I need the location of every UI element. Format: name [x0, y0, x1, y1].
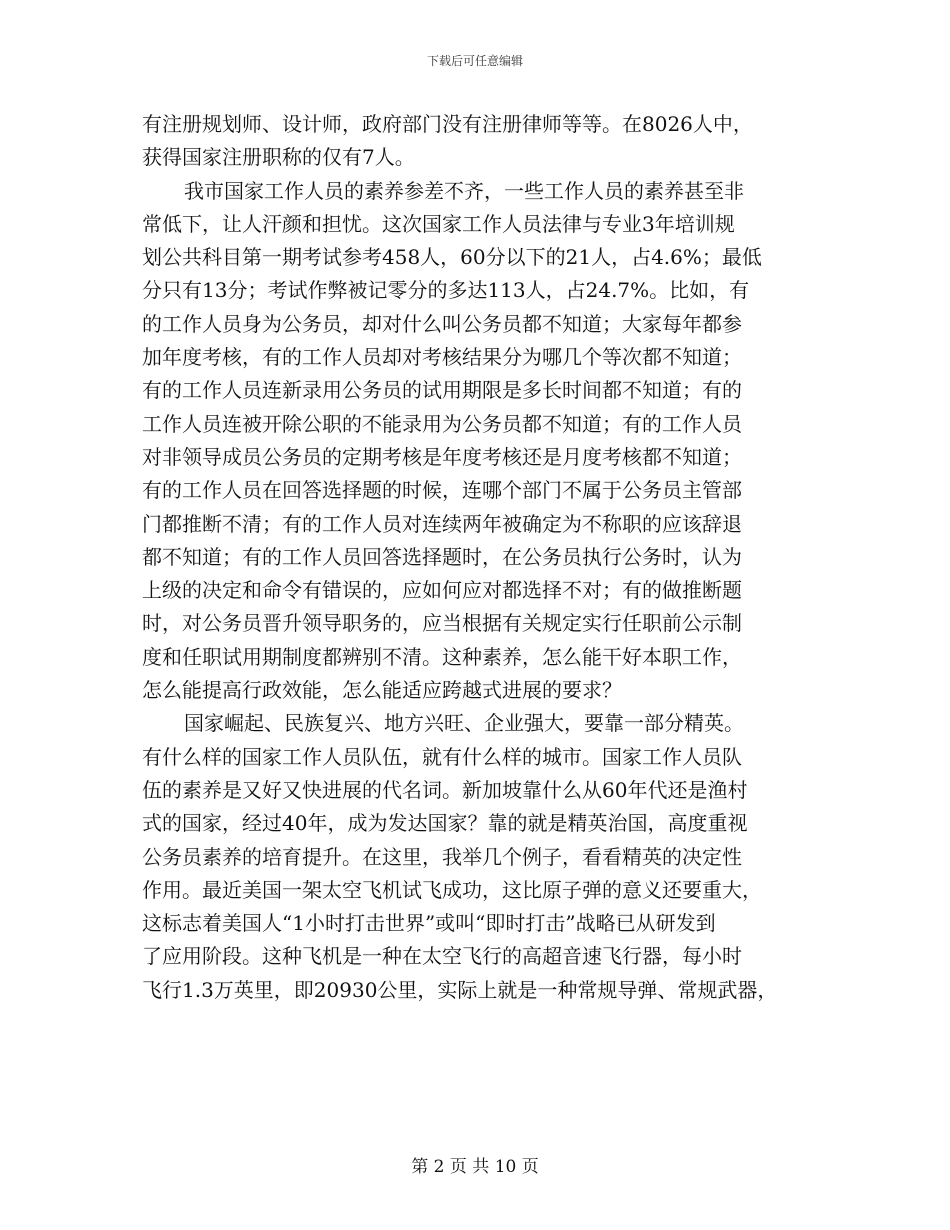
text-line: 有的工作人员在回答选择题的时候，连哪个部门不属于公务员主管部 [142, 478, 742, 503]
text-line: 工作人员连被开除公职的不能录用为公务员都不知道；有的工作人员 [142, 411, 742, 436]
text-line: 对非领导成员公务员的定期考核是年度考核还是月度考核都不知道； [142, 444, 742, 469]
text-line: 怎么能提高行政效能，怎么能适应跨越式进展的要求？ [142, 678, 622, 703]
text-line: 有注册规划师、设计师，政府部门没有注册律师等等。在8026人中， [142, 112, 753, 136]
text-line: 常低下，让人汗颜和担忧。这次国家工作人员法律与专业3年培训规 [142, 211, 735, 236]
text-line: 公务员素养的培育提升。在这里，我举几个例子，看看精英的决定性 [142, 844, 742, 869]
text-line: 划公共科目第一期考试参考458人，60分以下的21人，占4.6%；最低 [142, 245, 762, 270]
text-line: 都不知道；有的工作人员回答选择题时，在公务员执行公务时，认为 [142, 544, 742, 569]
text-line: 上级的决定和命令有错误的，应如何应对都选择不对；有的做推断题 [142, 578, 742, 603]
text-line: 有的工作人员连新录用公务员的试用期限是多长时间都不知道；有的 [142, 378, 742, 403]
text-line: 飞行1.3万英里，即20930公里，实际上就是一种常规导弹、常规武器， [142, 977, 778, 1002]
page-number-footer: 第 2 页 共 10 页 [411, 1157, 539, 1177]
text-line: 的工作人员身为公务员，却对什么叫公务员都不知道；大家每年都参 [142, 311, 742, 336]
text-line: 这标志着美国人“1小时打击世界”或叫“即时打击”战略已从研发到 [142, 911, 716, 936]
document-body [142, 108, 822, 1007]
text-line: 作用。最近美国一架太空飞机试飞成功，这比原子弹的意义还要重大， [142, 877, 762, 902]
text-line: 有什么样的国家工作人员队伍，就有什么样的城市。国家工作人员队 [142, 744, 742, 769]
text-line: 门都推断不清；有的工作人员对连续两年被确定为不称职的应该辞退 [142, 511, 742, 536]
paragraph-start-line: 我市国家工作人员的素养参差不齐，一些工作人员的素养甚至非 [184, 178, 744, 203]
page-header: 下载后可任意编辑 [426, 54, 523, 68]
paragraph-start-line: 国家崛起、民族复兴、地方兴旺、企业强大，要靠一部分精英。 [184, 711, 744, 736]
text-line: 获得国家注册职称的仅有7人。 [142, 145, 415, 170]
text-line: 时，对公务员晋升领导职务的，应当根据有关规定实行任职前公示制 [142, 611, 742, 636]
text-line: 式的国家，经过40年，成为发达国家？靠的就是精英治国，高度重视 [142, 811, 748, 836]
text-line: 了应用阶段。这种飞机是一种在太空飞行的高超音速飞行器，每小时 [142, 944, 742, 969]
text-line: 伍的素养是又好又快进展的代名词。新加坡靠什么从60年代还是渔村 [142, 777, 748, 802]
text-line: 分只有13分；考试作弊被记零分的多达113人，占24.7%。比如，有 [142, 278, 750, 303]
text-line: 加年度考核，有的工作人员却对考核结果分为哪几个等次都不知道； [142, 345, 742, 370]
text-line: 度和任职试用期制度都辨别不清。这种素养，怎么能干好本职工作， [142, 644, 742, 669]
